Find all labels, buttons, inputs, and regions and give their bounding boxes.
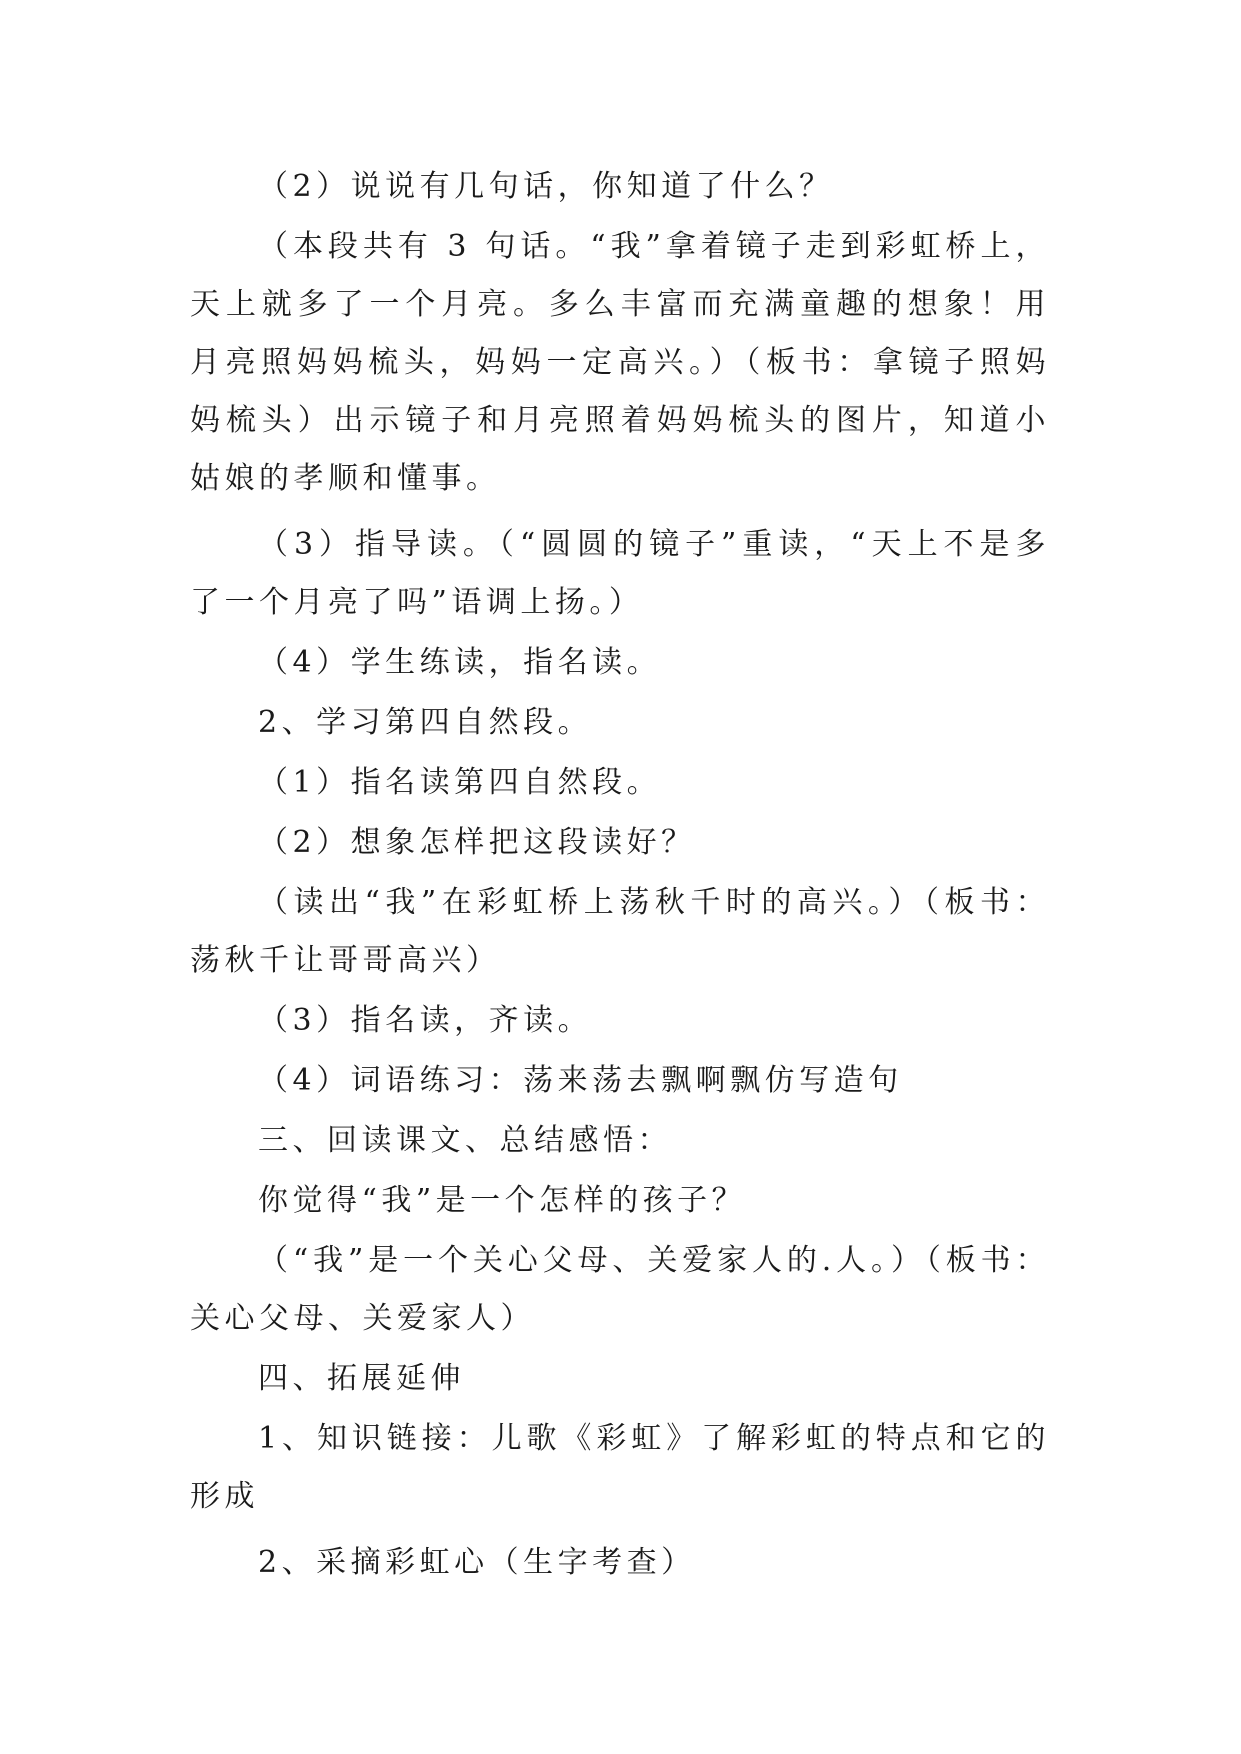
paragraph-answer-mirror: （本段共有 3 句话。“我”拿着镜子走到彩虹桥上，天上就多了一个月亮。多么丰富而充满童趣的想象！用月亮照妈妈梳头，妈妈一定高兴。）（板书：拿镜子照妈妈梳头）出示镜子和月亮照着妈妈梳头的图片，知道小姑娘的孝顺和懂事。 xyxy=(190,229,1050,496)
paragraph-answer-caring: （“我”是一个关心父母、关爱家人的.人。）（板书：关心父母、关爱家人） xyxy=(190,1243,1050,1336)
paragraph-section-3-heading: 三、回读课文、总结感悟： xyxy=(258,1123,672,1158)
paragraph-answer-swing: （读出“我”在彩虹桥上荡秋千时的高兴。）（板书：荡秋千让哥哥高兴） xyxy=(190,885,1050,978)
paragraph-question-child: 你觉得“我”是一个怎样的孩子？ xyxy=(258,1183,747,1218)
paragraph-read-paragraph-four: （1）指名读第四自然段。 xyxy=(258,765,662,800)
paragraph-section-4-heading: 四、拓展延伸 xyxy=(258,1361,465,1396)
paragraph-guided-reading: （3）指导读。（“圆圆的镜子”重读，“天上不是多了一个月亮了吗”语调上扬。） xyxy=(190,527,1050,620)
paragraph-name-reading: （3）指名读，齐读。 xyxy=(258,1003,593,1038)
paragraph-word-practice: （4）词语练习：荡来荡去飘啊飘仿写造句 xyxy=(258,1063,903,1098)
paragraph-rainbow-heart: 2、采摘彩虹心（生字考查） xyxy=(258,1545,696,1580)
document-body xyxy=(190,158,1050,1592)
paragraph-knowledge-link: 1、知识链接：儿歌《彩虹》了解彩虹的特点和它的形成 xyxy=(190,1421,1050,1514)
paragraph-practice-reading: （4）学生练读，指名读。 xyxy=(258,645,662,680)
paragraph-q2-sentences: （2）说说有几句话，你知道了什么？ xyxy=(258,169,834,204)
paragraph-imagine-reading: （2）想象怎样把这段读好？ xyxy=(258,825,696,860)
paragraph-section-2-heading: 2、学习第四自然段。 xyxy=(258,705,593,740)
